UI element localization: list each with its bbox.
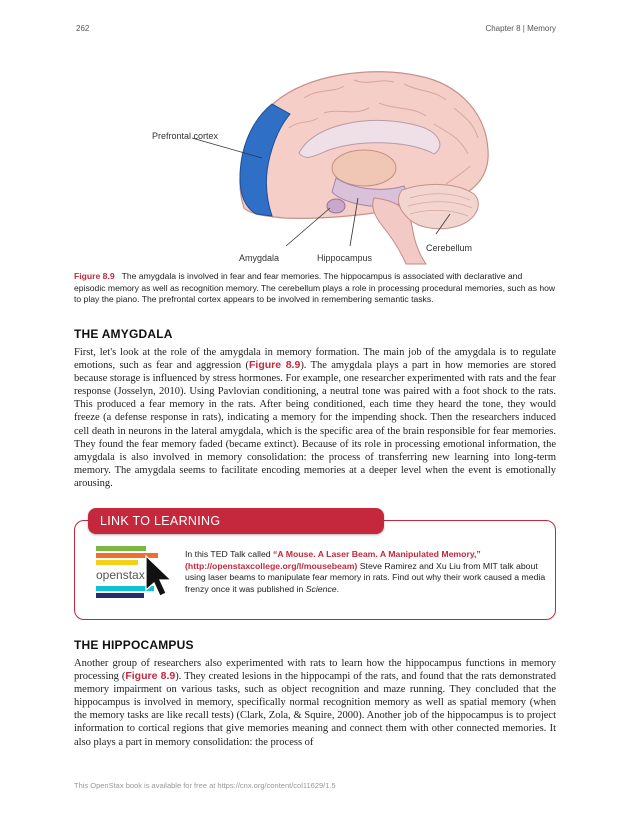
amygdala-text-1: First, let's look at the role of the amygdala in memory formation. The main job of the amygdala is to regulate emotions, such as fear and aggression ( — [74, 347, 556, 372]
ltl-body: Steve Ramirez and Xu Liu from MIT talk about using laser beams to manipulate fear memory in rats. Find out why their work caused a media frenzy once it was published in — [185, 560, 546, 594]
journal-science: Science — [305, 583, 337, 594]
label-cerebellum: Cerebellum — [426, 243, 473, 253]
chapter-header: Chapter 8 | Memory — [485, 24, 556, 33]
figure-ref-link[interactable]: Figure 8.9 — [249, 359, 301, 372]
page-number: 262 — [76, 24, 90, 33]
figure-ref-link-2[interactable]: Figure 8.9 — [125, 670, 176, 683]
figure-label: Figure 8.9 — [74, 271, 115, 281]
amygdala-paragraph — [74, 346, 556, 490]
openstax-logo — [94, 544, 182, 604]
page-footer: This OpenStax book is available for free at https://cnx.org/content/col11629/1.5 — [74, 781, 336, 790]
section-title-hippocampus: THE HIPPOCAMPUS — [74, 638, 194, 652]
brain-illustration — [74, 58, 556, 266]
figure-caption — [74, 271, 556, 306]
mousebeam-url-link[interactable]: (http://openstaxcollege.org/l/mousebeam) — [185, 560, 358, 571]
ltl-intro: In this TED Talk called — [185, 549, 274, 559]
caption-text: The amygdala is involved in fear and fear memories. The hippocampus is associated with declarative and episodic memory as well as recognition memory. The cerebellum plays a role in processing procedural memories, such as how to play the piano. The prefrontal cortex appears to be involved in remembering semantic tasks. — [74, 271, 556, 304]
label-hippocampus: Hippocampus — [317, 253, 373, 263]
brain-figure — [74, 58, 556, 266]
ltl-end: . — [336, 583, 340, 594]
hippocampus-text-1: Another group of researchers also experimented with rats to learn how the hippocampus functions in memory processing ( — [74, 658, 556, 683]
link-to-learning-text — [185, 549, 549, 595]
ted-talk-title-link[interactable]: “A Mouse. A Laser Beam. A Manipulated Memory,” — [273, 549, 481, 559]
amygdala-region — [327, 199, 345, 213]
amygdala-text-2: ). The amygdala plays a part in how memories are stored because storage is influenced by stress hormones. For example, one researcher experimented with rats and the fear response (Josselyn, 2010). Using Pavlovian conditioning, a neutral tone was paired with a foot shock to the rats. This produced a fear memory in the rats. After being conditioned, each time they heard the tone, they would freeze (a defense response in rats), indicating a memory for the impending shock. Then the researchers induced cell death in neurons in the lateral amygdala, which is the specific area of the brain responsible for fear memories. They found the fear memory faded (became extinct). Because of its role in processing emotional information, the amygdala is also involved in memory consolidation: the process of transferring new learning into long-term memory. The amygdala seems to facilitate encoding memories at a deeper level when the event is emotionally arousing. — [74, 360, 556, 489]
label-prefrontal-cortex: Prefrontal cortex — [152, 131, 219, 141]
link-to-learning-banner: LINK TO LEARNING — [88, 508, 384, 534]
hippocampus-paragraph — [74, 657, 556, 749]
label-amygdala: Amygdala — [239, 253, 280, 263]
thalamus — [332, 150, 396, 186]
hippocampus-text-2: ). They created lesions in the hippocampi of the rats, and found that the rats demonstrated memory impairment on various tasks, such as object recognition and maze running. They concluded that the hippocampus is involved in memory, specifically normal recognition memory as well as spatial memory (when the memory tasks are like recall tests) (Clark, Zola, & Squire, 2000). Another job of the hippocampus is to project information to cortical regions that give memories meaning and connect them with other connected memories. It also plays a part in memory consolidation: the process of — [74, 671, 556, 748]
openstax-wordmark: openstax — [96, 568, 145, 582]
section-title-amygdala: THE AMYGDALA — [74, 327, 173, 341]
